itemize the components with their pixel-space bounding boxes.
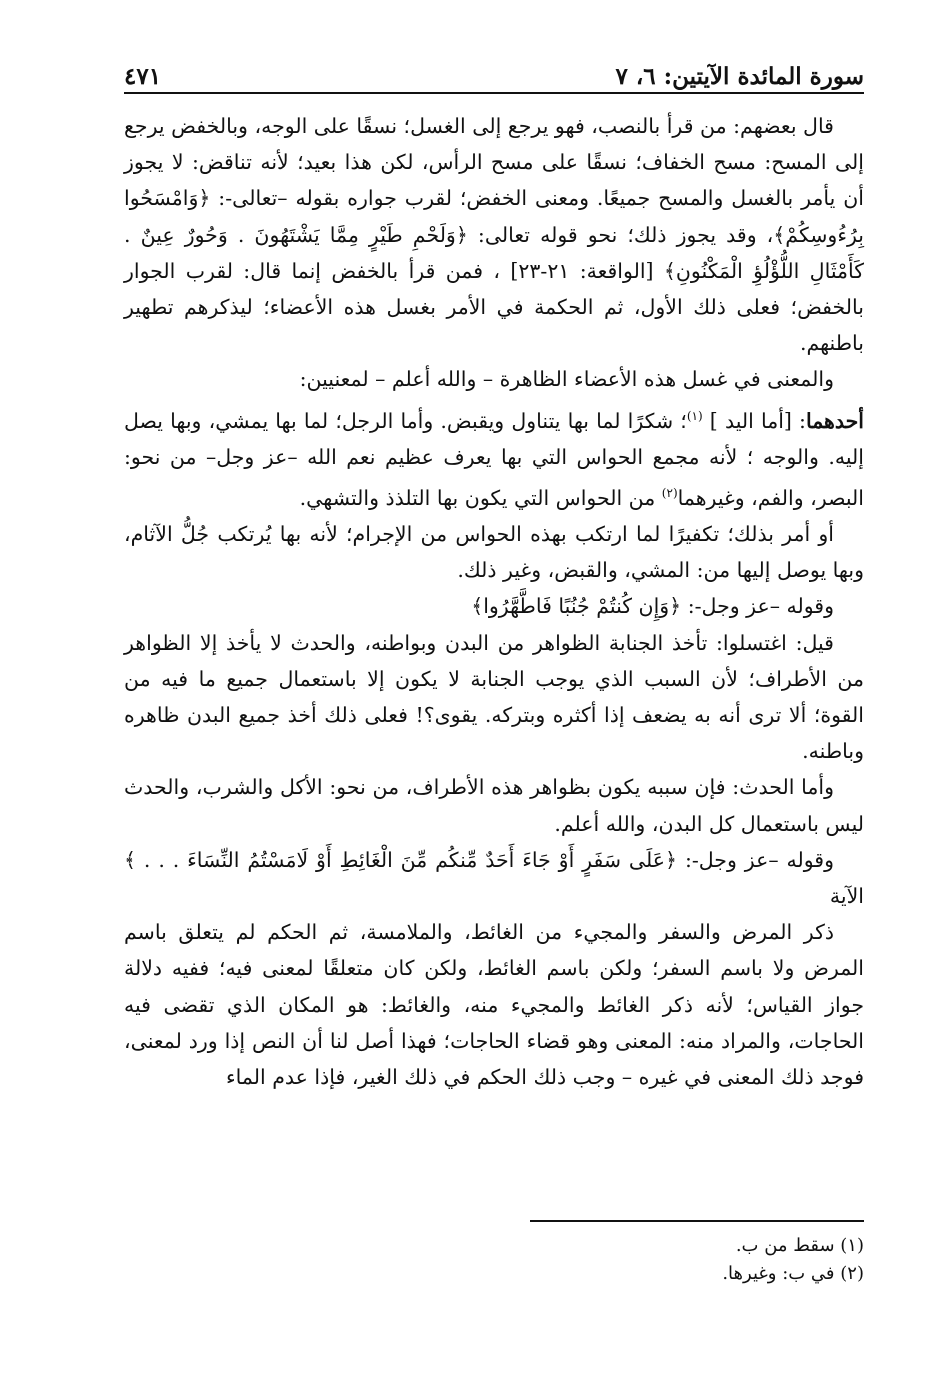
footnotes bbox=[124, 1232, 864, 1288]
paragraph-6: وأما الحدث: فإن سببه يكون بظواهر هذه الأطراف، من نحو: الأكل والشرب، والحدث ليس باستعمال كل البدن، والله أعلم. bbox=[124, 775, 864, 836]
paragraph-8: ذكر المرض والسفر والمجيء من الغائط، والملامسة، ثم الحكم لم يتعلق باسم المرض ولا باسم السفر؛ ولكن باسم الغائط، ولكن كان متعلقًا لمعنى فيه؛ ففيه دلالة جواز القياس؛ لأنه ذكر الغائط والمجيء منه، والغائط: هو المكان الذي تقضى فيه الحاجات، والمراد منه: المعنى وهو قضاء الحاجات؛ فهذا أصل لنا أن النص إذا ورد لمعنى، فوجد ذلك المعنى في غيره – وجب ذلك الحكم في ذلك الغير، فإذا عدم الماء bbox=[124, 920, 864, 1089]
footnote-ref-1[interactable]: (١) bbox=[686, 408, 703, 423]
paragraph-2: والمعنى في غسل هذه الأعضاء الظاهرة – والله أعلم – لمعنيين: bbox=[299, 367, 834, 392]
paragraph-4: وقوله –عز وجل-: ﴿وَإِن كُنتُمْ جُنُبًا فَاطَّهَّرُوا﴾ bbox=[471, 594, 834, 619]
label-first-meaning: أحدهما bbox=[805, 408, 864, 433]
page-header bbox=[124, 52, 864, 90]
footnote-ref-2[interactable]: (٢) bbox=[661, 485, 678, 500]
footnote-1: (١) سقط من ب. bbox=[735, 1235, 864, 1256]
book-page bbox=[124, 52, 864, 1372]
header-divider bbox=[124, 92, 864, 94]
main-text bbox=[124, 108, 864, 1095]
surah-title: سورة المائدة الآيتين: ٦، ٧ bbox=[615, 63, 864, 90]
paragraph-5: قيل: اغتسلوا: تأخذ الجنابة الظواهر من البدن وبواطنه، والحدث لا يأخذ إلا الظواهر من الأطراف؛ لأن السبب الذي يوجب الجنابة لا يكون إلا باستعمال جميع ما فيه من القوة؛ ألا ترى أنه به يضعف إذا أكثره وبتركه. يقوى؟! فعلى ذلك أخذ جميع البدن ظاهره وباطنه. bbox=[124, 630, 864, 764]
paragraph-first-meaning: أحدهما: [أما اليد ] $^{(١)}$؛ شكرًا لما بها يتناول ويقبض. وأما الرجل؛ لما بها يمشي، وبها يصل إليه. والوجه ؛ لأنه مجمع الحواس التي بها يعرف عظيم نعم الله –عز وجل– من نحو: البصر، والفم، وغيرهما$^{(٢)}$ من الحواس التي يكون بها التلذذ والتشهي. bbox=[124, 408, 864, 510]
paragraph-3: أو أمر بذلك؛ تكفيرًا لما ارتكب بهذه الحواس من الإجرام؛ لأنه بها يُرتكب جُلُّ الآثام، وبها يوصل إليها من: المشي، والقبض، وغير ذلك. bbox=[124, 521, 864, 583]
footnote-2: (٢) في ب: وغيرها. bbox=[722, 1263, 864, 1284]
paragraph-7: وقوله –عز وجل-: ﴿عَلَى سَفَرٍ أَوْ جَاءَ أَحَدٌ مِّنكُم مِّنَ الْغَائِطِ أَوْ لَامَسْتُمُ النِّسَاءَ . . . ﴾ الآية bbox=[124, 847, 864, 908]
page-number: ٤٧١ bbox=[124, 63, 162, 90]
footnote-divider bbox=[530, 1220, 864, 1222]
paragraph-1: قال بعضهم: من قرأ بالنصب، فهو يرجع إلى الغسل؛ نسقًا على الوجه، وبالخفض يرجع إلى المسح: مسح الخفاف؛ نسقًا على مسح الرأس، لكن هذا بعيد؛ لأنه تناقض: لا يجوز أن يأمر بالغسل والمسح جميعًا. ومعنى الخفض؛ لقرب جواره بقوله –تعالى-: ﴿وَامْسَحُوا بِرُءُوسِكُمْ﴾، وقد يجوز ذلك؛ نحو قوله تعالى: ﴿وَلَحْمِ طَيْرٍ مِمَّا يَشْتَهُونَ . وَحُورٌ عِينٌ . كَأَمْثَالِ اللُّؤْلُؤِ الْمَكْنُونِ﴾ [الواقعة: ٢١-٢٣] ، فمن قرأ بالخفض إنما قال: لقرب الجوار بالخفض؛ فعلى ذلك الأول، ثم الحكمة في الأمر بغسل هذه الأعضاء؛ ليذكرهم تطهير باطنهم. bbox=[124, 114, 864, 356]
